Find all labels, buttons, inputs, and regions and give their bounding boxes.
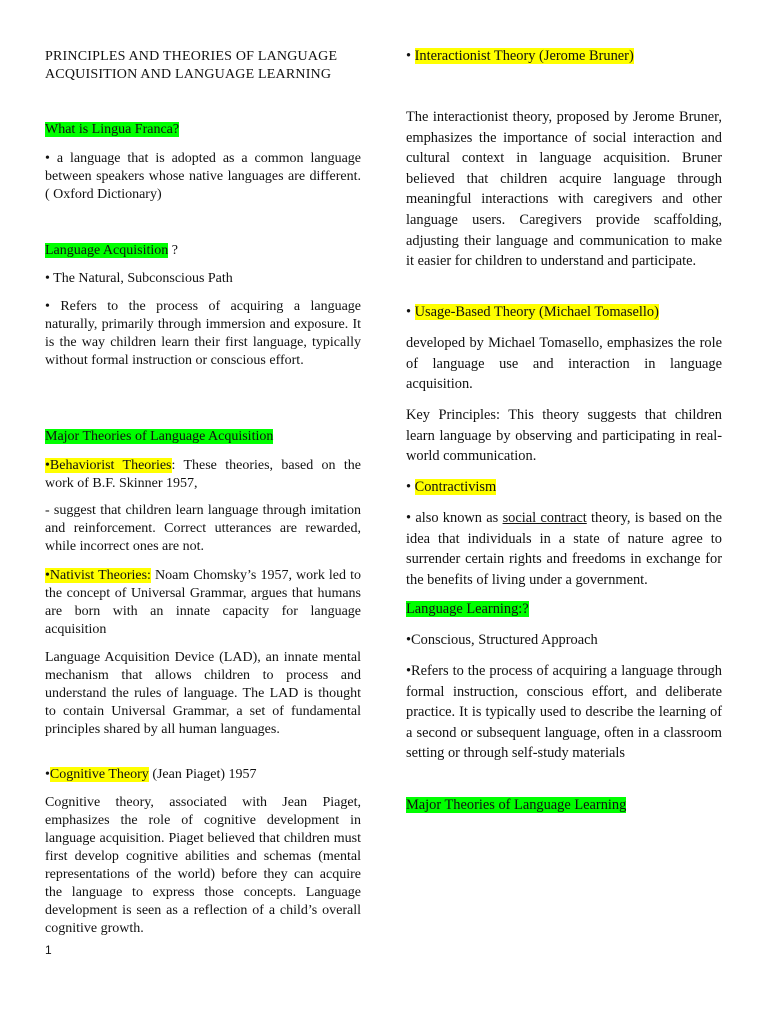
language-learning-heading-text: Language Learning:? [406, 601, 529, 617]
contractivism-heading [406, 477, 722, 498]
usage-based-paragraph: developed by Michael Tomasello, emphasizes the role of language use and interaction in language acquisition. [406, 335, 722, 393]
lingua-franca-heading-text: What is Lingua Franca? [45, 122, 180, 137]
interactionist-prefix: • [406, 48, 415, 64]
page-number: 1 [45, 943, 52, 957]
major-acquisition-theories-heading-text: Major Theories of Language Acquisition [45, 429, 274, 444]
nativist-label: •Nativist Theories: [45, 568, 151, 583]
behaviorist-label: •Behaviorist Theories [45, 458, 172, 473]
lingua-franca-heading [45, 121, 361, 139]
usage-prefix: • [406, 304, 415, 320]
interactionist-label: Interactionist Theory (Jerome Bruner) [414, 48, 634, 64]
lad-paragraph: Language Acquisition Device (LAD), an innate mental mechanism that allows children to process and understand the rules of language. The LAD is thought to contain Universal Grammar, a set of fundamental principles shared by all human languages. [45, 650, 361, 737]
nativist-theories [45, 567, 361, 639]
title-line-1: PRINCIPLES AND THEORIES OF LANGUAGE [45, 49, 338, 64]
contractivism-paragraph [406, 508, 722, 590]
usage-based-heading [406, 302, 722, 323]
interactionist-paragraph: The interactionist theory, proposed by Jerome Bruner, emphasizes the importance of social interaction and cultural context in language acquisition. Bruner believed that children acquire language through meaningful interactions with caregivers and other language users. Caregivers provide scaffolding, adjusting their language and communication to make it easier for children to understand and participate. [406, 109, 722, 270]
major-learning-theories-heading-text: Major Theories of Language Learning [406, 797, 627, 813]
cognitive-label: Cognitive Theory [49, 767, 149, 782]
behaviorist-detail: - suggest that children learn language through imitation and reinforcement. Correct utterances are rewarded, while incorrect ones are not. [45, 503, 361, 554]
cognitive-paragraph: Cognitive theory, associated with Jean Piaget, emphasizes the role of cognitive development in language acquisition. Piaget believed that children must first develop cognitive abilities and schemas (mental representations of the world) before they can acquire the language to express those concepts. Language development is seen as a reflection of a child’s overall cognitive growth. [45, 795, 361, 936]
cognitive-suffix: (Jean Piaget) 1957 [148, 767, 257, 782]
usage-label: Usage-Based Theory (Michael Tomasello) [414, 304, 659, 320]
key-principles-paragraph: Key Principles: This theory suggests that children learn language by observing and participating in real-world communication. [406, 407, 722, 465]
language-acquisition-heading-suffix: ? [168, 243, 178, 258]
interactionist-heading [406, 46, 722, 67]
contract-label: Contractivism [414, 479, 497, 495]
learning-definition: •Refers to the process of acquiring a language through formal instruction, conscious effort, and deliberate practice. It is typically used to describe the learning of a second or subsequent language, often in a classroom setting or through self-study materials [406, 663, 722, 762]
lingua-franca-definition: • a language that is adopted as a common language between speakers whose native languages are different. ( Oxford Dictionary) [45, 151, 361, 202]
learning-subheading: •Conscious, Structured Approach [406, 632, 598, 648]
major-learning-theories-heading [406, 795, 722, 816]
social-contract-link[interactable]: social contract [502, 510, 587, 526]
acquisition-subheading: • The Natural, Subconscious Path [45, 271, 233, 286]
contract-text-before: • also known as [406, 510, 503, 526]
language-learning-heading [406, 599, 722, 620]
behaviorist-text: : These theories, based on the work of B.F. Skinner 1957, [45, 458, 361, 491]
language-acquisition-heading [45, 242, 361, 260]
major-acquisition-theories-heading [45, 428, 361, 446]
acquisition-definition: • Refers to the process of acquiring a language naturally, primarily through immersion and exposure. It is the way children learn their first language, typically without formal instruction or conscious effort. [45, 299, 361, 368]
language-acquisition-heading-text: Language Acquisition [45, 243, 169, 258]
title-line-2: ACQUISITION AND LANGUAGE LEARNING [45, 67, 332, 82]
cognitive-prefix: • [45, 767, 50, 782]
behaviorist-theories [45, 457, 361, 493]
contract-prefix: • [406, 479, 415, 495]
nativist-text: Noam Chomsky’s 1957, work led to the concept of Universal Grammar, argues that humans are born with an innate capacity for language acquisition [45, 568, 361, 637]
contract-text-after: theory, is based on the idea that individuals in a state of nature agree to surrender certain rights and freedoms in exchange for the benefits of living under a government. [406, 510, 722, 588]
document-title [45, 48, 361, 84]
cognitive-theory [45, 766, 361, 784]
